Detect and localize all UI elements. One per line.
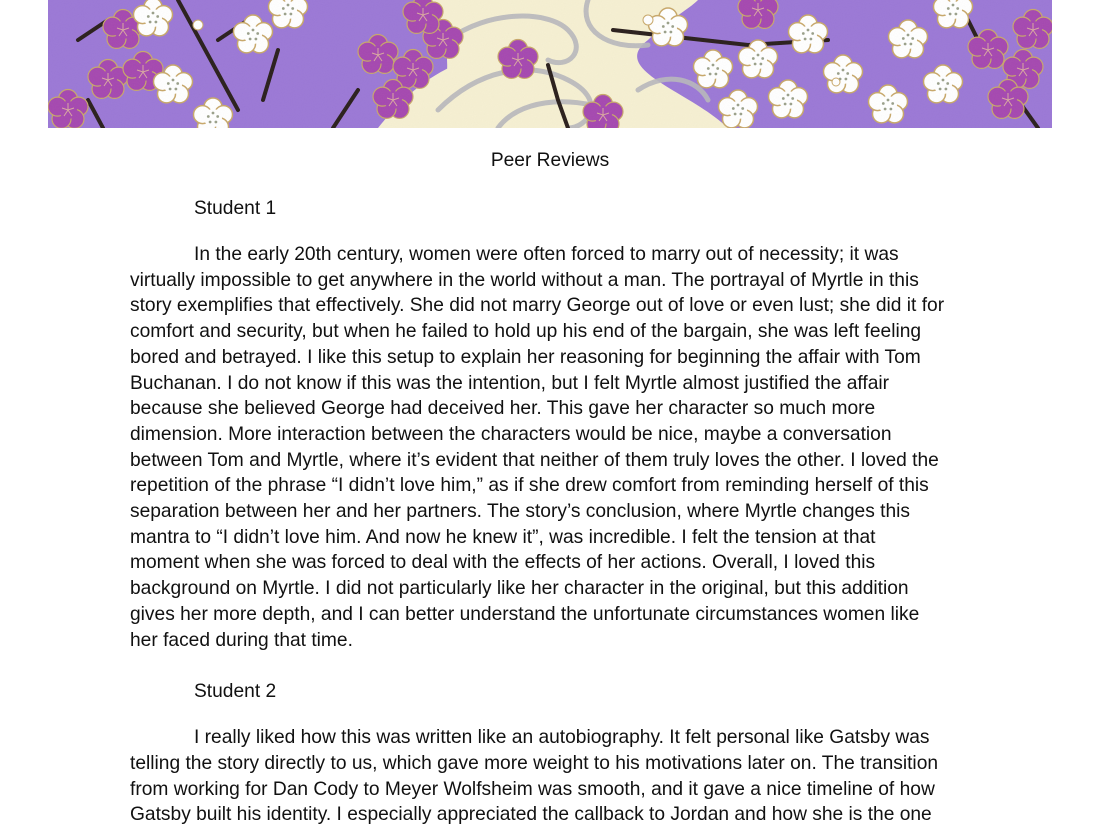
text-line: separation between her and her partners. The story’s conclusion, where Myrtle changes this <box>130 501 911 523</box>
review-body-student-1 <box>130 242 980 653</box>
page-title: Peer Reviews <box>490 150 610 171</box>
text-line: background on Myrtle. I did not particularly like her character in the original, but this addition <box>130 578 909 600</box>
text-line: between Tom and Myrtle, where it’s evident that neither of them truly loves the other. I loved the <box>130 449 939 471</box>
text-line: bored and betrayed. I like this setup to explain her reasoning for beginning the affair with Tom <box>130 346 921 368</box>
text-line: Buchanan. I do not know if this was the intention, but I felt Myrtle almost justified the affair <box>130 372 890 394</box>
floral-banner-image <box>48 0 1052 128</box>
text-line: Gatsby built his identity. I especially appreciated the callback to Jordan and how she is the one <box>130 804 932 826</box>
text-line: because she believed George had deceived her. This gave her character so much more <box>130 398 876 420</box>
blossom-pattern <box>48 0 1052 128</box>
text-line: In the early 20th century, women were often forced to marry out of necessity; it was <box>194 244 899 265</box>
review-body-student-2 <box>130 725 980 828</box>
text-line: moment when she was forced to deal with the effects of her actions. Overall, I loved this <box>130 552 876 574</box>
document-page <box>130 140 980 828</box>
review-heading-student-1: Student 1 <box>194 198 277 219</box>
text-line: story exemplifies that effectively. She did not marry George out of love or even lust; she did it for <box>130 295 945 317</box>
text-line: repetition of the phrase “I didn’t love him,” as if she drew comfort from reminding herself of this <box>130 475 929 497</box>
text-line: dimension. More interaction between the characters would be nice, maybe a conversation <box>130 423 892 445</box>
text-line: comfort and security, but when he failed to hold up his end of the bargain, she was left feeling <box>130 321 922 343</box>
text-line: from working for Dan Cody to Meyer Wolfsheim was smooth, and it gave a nice timeline of how <box>130 778 935 800</box>
review-heading-student-2: Student 2 <box>194 681 277 703</box>
text-line: I really liked how this was written like an autobiography. It felt personal like Gatsby was <box>194 727 930 749</box>
text-line: her faced during that time. <box>130 629 353 651</box>
text-line: virtually impossible to get anywhere in the world without a man. The portrayal of Myrtle in this <box>130 269 919 291</box>
text-line: mantra to “I didn’t love him. And now he knew it”, was incredible. I felt the tension at that <box>130 526 876 548</box>
text-line: telling the story directly to us, which gave more weight to his motivations later on. The transition <box>130 752 939 774</box>
text-line: gives her more depth, and I can better understand the unfortunate circumstances women like <box>130 603 920 625</box>
